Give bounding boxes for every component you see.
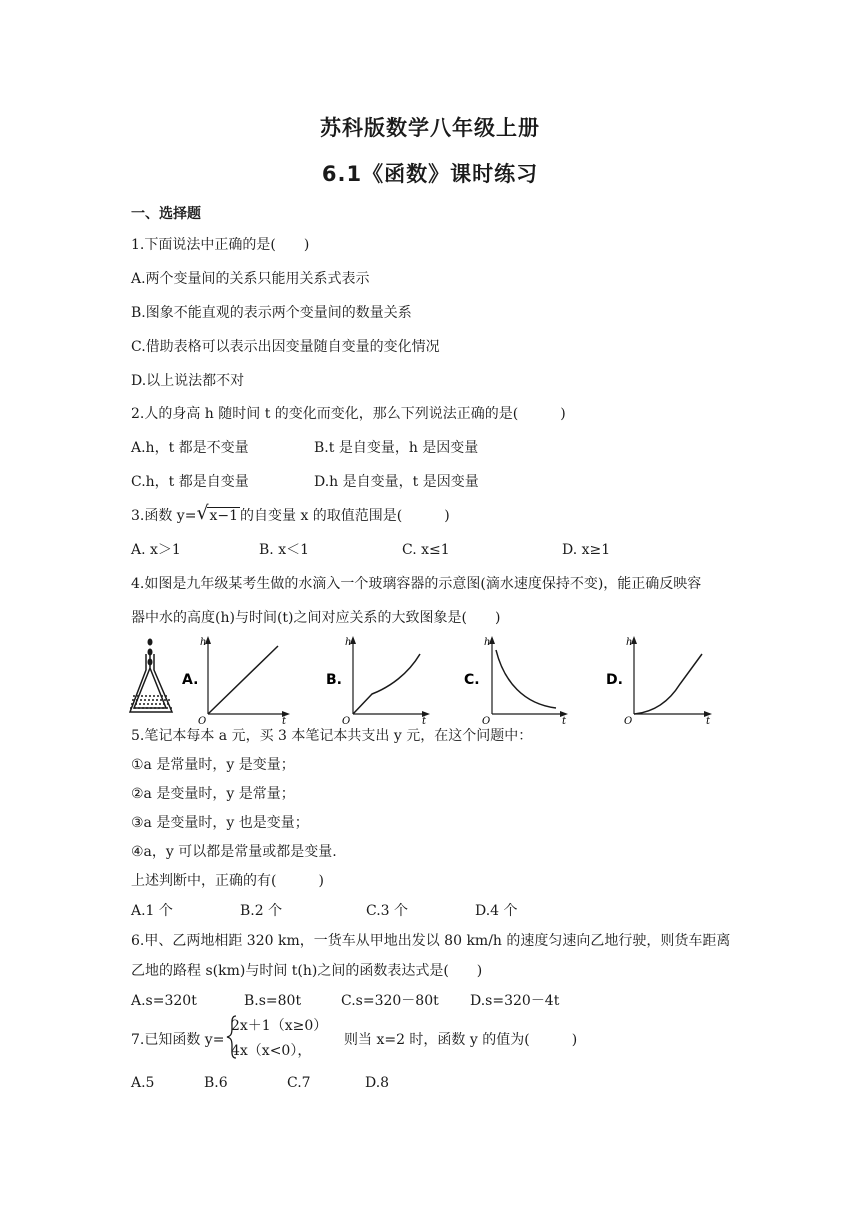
q1-stem: 1.下面说法中正确的是( ) — [131, 237, 310, 253]
q6-option-a: A.s=320t — [131, 993, 197, 1009]
q5-statement-4: ④a，y 可以都是常量或都是变量. — [131, 844, 337, 860]
graph-a-axis-h: h — [200, 637, 207, 648]
graph-d-label: D. — [606, 672, 623, 688]
graph-b-curve — [353, 654, 420, 714]
graph-d-curve — [634, 654, 702, 714]
graph-c-axis-h: h — [484, 637, 491, 648]
graph-d-origin: O — [624, 716, 633, 724]
q7-stem-before: 7.已知函数 y= — [131, 1032, 225, 1048]
q5-option-c: C.3 个 — [366, 903, 409, 919]
q1-option-d: D.以上说法都不对 — [131, 373, 245, 389]
q5-statement-2: ②a 是变量时，y 是常量； — [131, 786, 295, 802]
q3-stem — [131, 502, 450, 525]
q7-option-b: B.6 — [204, 1075, 228, 1091]
water-drops-icon — [148, 639, 153, 666]
q2-option-a: A.h，t 都是不变量 — [131, 440, 249, 456]
q5-stem: 5.笔记本每本 a 元，买 3 本笔记本共支出 y 元，在这个问题中： — [131, 728, 533, 744]
graph-b-origin: O — [342, 716, 351, 724]
graph-a-curve — [208, 646, 278, 714]
q5-statement-1: ①a 是常量时，y 是变量； — [131, 757, 295, 773]
q5-option-d: D.4 个 — [475, 903, 518, 919]
q1-option-b: B.图象不能直观的表示两个变量间的数量关系 — [131, 305, 412, 321]
q2-option-d: D.h 是自变量，t 是因变量 — [314, 474, 479, 490]
q6-line-1: 6.甲、乙两地相距 320 km，一货车从甲地出发以 80 km/h 的速度匀速向乙地行驶，则货车距离 — [131, 933, 731, 949]
graph-a — [198, 636, 290, 724]
q7-option-d: D.8 — [365, 1075, 390, 1091]
page-title: 苏科版数学八年级上册 — [320, 116, 540, 140]
graph-d-axis-t: t — [706, 716, 711, 724]
q5-option-b: B.2 个 — [240, 903, 283, 919]
q3-option-a: A. x＞1 — [131, 542, 181, 558]
q3-stem-after: 的自变量 x 的取值范围是( ) — [240, 508, 450, 524]
graph-c-curve — [496, 650, 556, 708]
q7-option-c: C.7 — [287, 1075, 311, 1091]
graph-c-origin: O — [482, 716, 491, 724]
q4-line-1: 4.如图是九年级某考生做的水滴入一个玻璃容器的示意图(滴水速度保持不变)，能正确反映容 — [131, 576, 702, 592]
graph-b-axis-t: t — [422, 716, 427, 724]
q5-statement-3: ③a 是变量时，y 也是变量； — [131, 815, 309, 831]
graph-b — [342, 636, 430, 724]
q5-ask: 上述判断中，正确的有( ) — [131, 873, 324, 889]
q4-line-2: 器中水的高度(h)与时间(t)之间对应关系的大致图象是( ) — [131, 610, 501, 626]
q6-line-2: 乙地的路程 s(km)与时间 t(h)之间的函数表达式是( ) — [131, 963, 483, 979]
q7-option-a: A.5 — [131, 1075, 155, 1091]
section-heading: 一、选择题 — [131, 206, 201, 222]
graph-c — [482, 636, 568, 724]
graph-c-axis-t: t — [562, 716, 567, 724]
graph-b-axis-h: h — [345, 637, 352, 648]
graph-d-axis-h: h — [626, 637, 633, 648]
page-subtitle: 6.1《函数》课时练习 — [321, 162, 539, 186]
q5-option-a: A.1 个 — [131, 903, 173, 919]
graph-b-label: B. — [326, 672, 342, 688]
q7-stem-after: 则当 x=2 时，函数 y 的值为( ) — [344, 1032, 578, 1048]
q4-figure — [120, 632, 730, 724]
q7-case-2: 4x（x<0）， — [231, 1043, 312, 1059]
q2-option-b: B.t 是自变量，h 是因变量 — [314, 440, 479, 456]
graph-d — [624, 636, 712, 724]
radical-sign-icon: √ — [196, 502, 209, 524]
q1-option-a: A.两个变量间的关系只能用关系式表示 — [131, 271, 370, 287]
q2-stem: 2.人的身高 h 随时间 t 的变化而变化，那么下列说法正确的是( ) — [131, 406, 566, 422]
graph-a-label: A. — [182, 672, 199, 688]
q7-case-1: 2x＋1（x≥0） — [231, 1018, 328, 1034]
graph-a-axis-t: t — [282, 716, 287, 724]
q6-option-b: B.s=80t — [244, 993, 302, 1009]
sqrt-radicand: x−1 — [209, 508, 238, 524]
graph-c-label: C. — [464, 672, 480, 688]
sqrt-expression — [196, 502, 240, 525]
graph-a-origin: O — [198, 716, 207, 724]
q3-option-b: B. x＜1 — [259, 542, 309, 558]
q3-option-d: D. x≥1 — [562, 542, 611, 558]
q2-option-c: C.h，t 都是自变量 — [131, 474, 249, 490]
q1-option-c: C.借助表格可以表示出因变量随自变量的变化情况 — [131, 339, 440, 355]
q6-option-c: C.s=320－80t — [341, 993, 439, 1009]
q6-option-d: D.s=320－4t — [470, 993, 560, 1009]
q3-option-c: C. x≤1 — [402, 542, 450, 558]
q3-stem-before: 3.函数 y= — [131, 508, 197, 524]
